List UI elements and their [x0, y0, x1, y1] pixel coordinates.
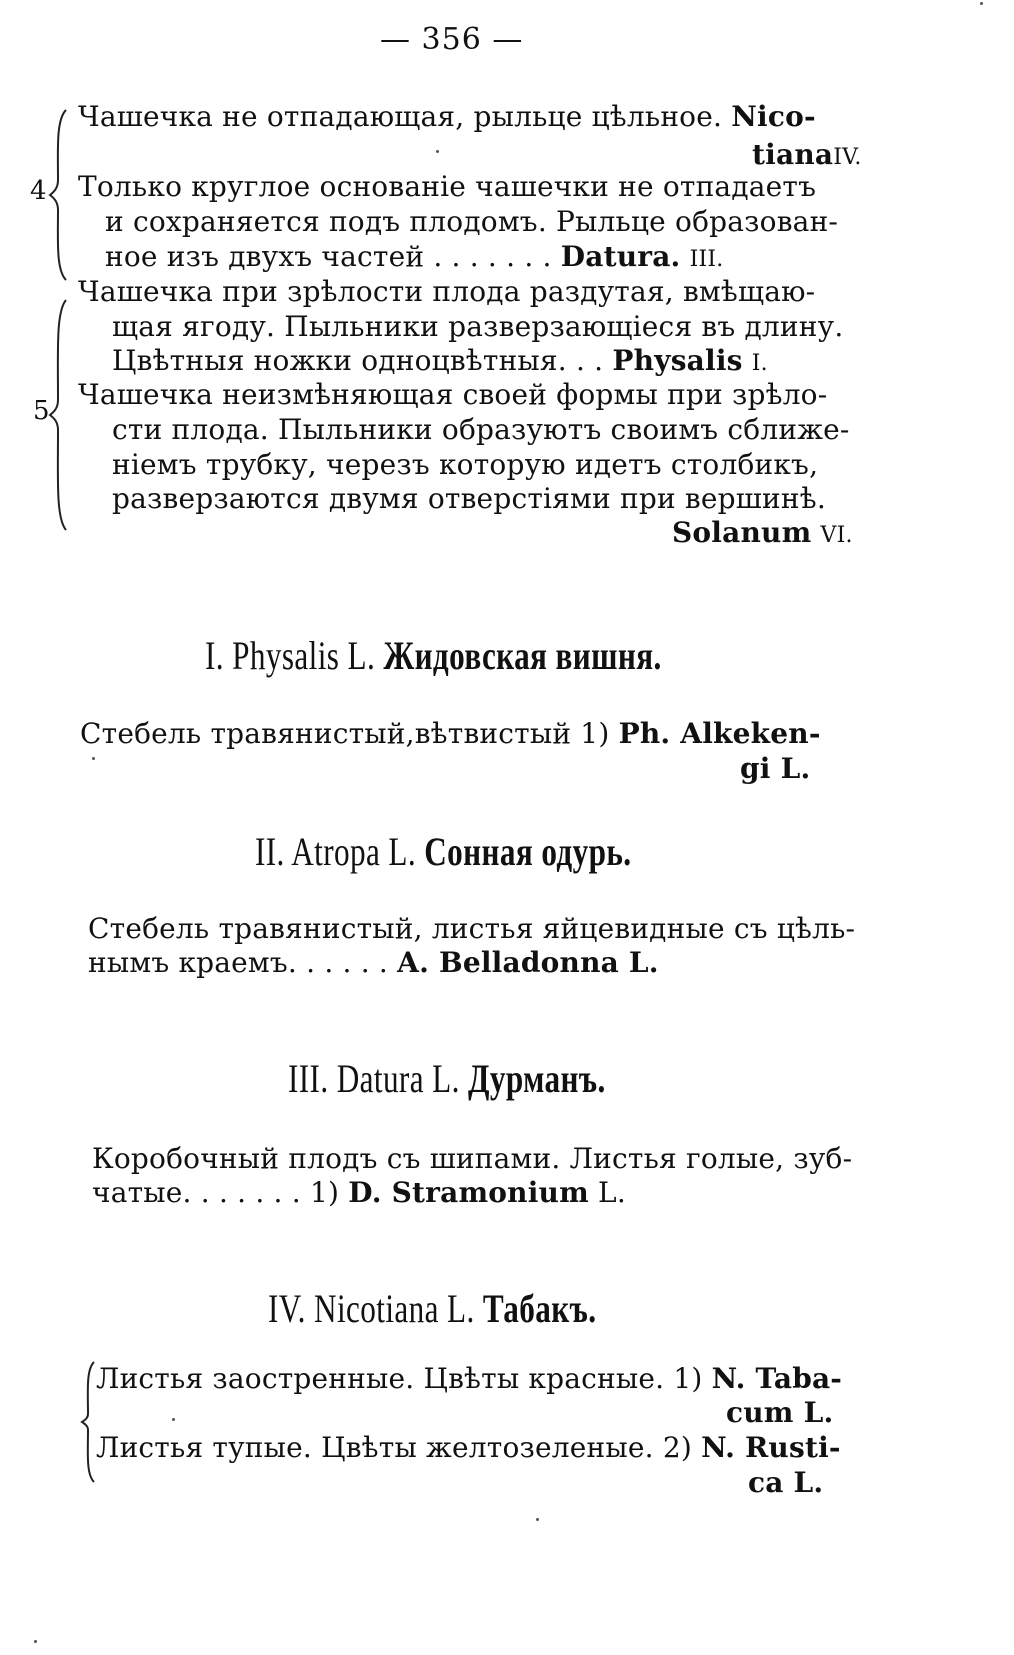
section-heading: II. Atropa L. Сонная одурь.: [255, 829, 632, 874]
section-reference: VI.: [820, 523, 853, 548]
species-name-continuation: ca L.: [748, 1466, 824, 1499]
species-name: N. Rusti-: [701, 1431, 841, 1464]
author-abbreviation: L.: [598, 1176, 626, 1209]
genus-name: Nico-: [731, 100, 816, 133]
species-entry-line-1: Коробочный плодъ съ шипами. Листья голые, зуб-: [92, 1142, 853, 1175]
species-name-continuation: gi L.: [740, 752, 811, 785]
couplet-5a-line-2: щая ягоду. Пыльники разверзающіеся въ длину.: [112, 310, 844, 343]
section-heading: III. Datura L. Дурманъ.: [288, 1056, 606, 1101]
section-reference: IV.: [833, 145, 862, 170]
print-speck: [536, 1518, 539, 1521]
couplet-5b-line-1: Чашечка неизмѣняющая своей формы при зрѣло-: [78, 378, 828, 411]
couplet-5b-line-5: [672, 516, 853, 553]
couplet-4a-line-1: Чашечка не отпадающая, рыльце цѣльное. Nico-: [78, 100, 816, 133]
species-name: D. Stramonium: [348, 1176, 589, 1209]
genus-name: Solanum: [672, 516, 812, 549]
species-entry: Листья тупые. Цвѣты желтозеленые. 2) N. Rusti-: [96, 1431, 841, 1464]
species-entry-line-2: чатые. . . . . . . 1) D. Stramonium L.: [92, 1176, 626, 1209]
genus-name: Physalis: [612, 344, 743, 377]
couplet-5a-line-3: Цвѣтныя ножки одноцвѣтныя. . . Physalis I.: [112, 344, 768, 377]
couplet-4b-line-2: и сохраняется подъ плодомъ. Рыльце образован-: [105, 205, 839, 238]
couplet-5b-line-2: сти плода. Пыльники образуютъ своимъ сближе-: [112, 413, 850, 446]
species-entry: Стебель травянистый,вѣтвистый 1) Ph. Alkeken-: [80, 717, 821, 750]
couplet-number: 5: [33, 396, 50, 426]
print-speck: [92, 757, 95, 760]
print-speck: [980, 2, 983, 5]
couplet-5-brace: [50, 300, 80, 530]
species-entry-line-1: Стебель травянистый, листья яйцевидные съ цѣль-: [88, 912, 856, 945]
couplet-4b-line-1: Только круглое основаніе чашечки не отпадаетъ: [78, 170, 817, 203]
page-number: — 356 —: [380, 22, 524, 57]
species-name: Ph. Alkeken-: [618, 717, 821, 750]
couplet-number: 4: [30, 176, 47, 206]
section-heading: IV. Nicotiana L. Табакъ.: [268, 1286, 597, 1331]
section-reference: I.: [751, 351, 768, 376]
section-reference: III.: [689, 247, 724, 272]
print-speck: [34, 1640, 37, 1643]
print-speck: [172, 1418, 175, 1421]
couplet-5a-line-1: Чашечка при зрѣлости плода раздутая, вмѣщаю-: [78, 275, 816, 308]
species-entry: Листья заостренные. Цвѣты красные. 1) N. Taba-: [96, 1362, 843, 1395]
couplet-4b-line-3: ное изъ двухъ частей . . . . . . . Datura. III.: [105, 240, 724, 273]
genus-name: tiana: [752, 138, 834, 171]
couplet-4-brace: [50, 110, 80, 280]
couplet-5b-line-4: разверзаются двумя отверстіями при вершинѣ.: [112, 482, 826, 515]
species-name: A. Belladonna L.: [397, 946, 659, 979]
genus-name: Datura.: [560, 240, 681, 273]
print-speck: [436, 150, 439, 153]
couplet-5b-line-3: ніемъ трубку, черезъ которую идетъ столбикъ,: [112, 448, 819, 481]
species-name: N. Taba-: [711, 1362, 843, 1395]
species-name-continuation: cum L.: [726, 1396, 834, 1429]
section-heading: I. Physalis L. Жидовская вишня.: [205, 633, 662, 678]
species-entry-line-2: нымъ краемъ. . . . . . A. Belladonna L.: [88, 946, 659, 979]
